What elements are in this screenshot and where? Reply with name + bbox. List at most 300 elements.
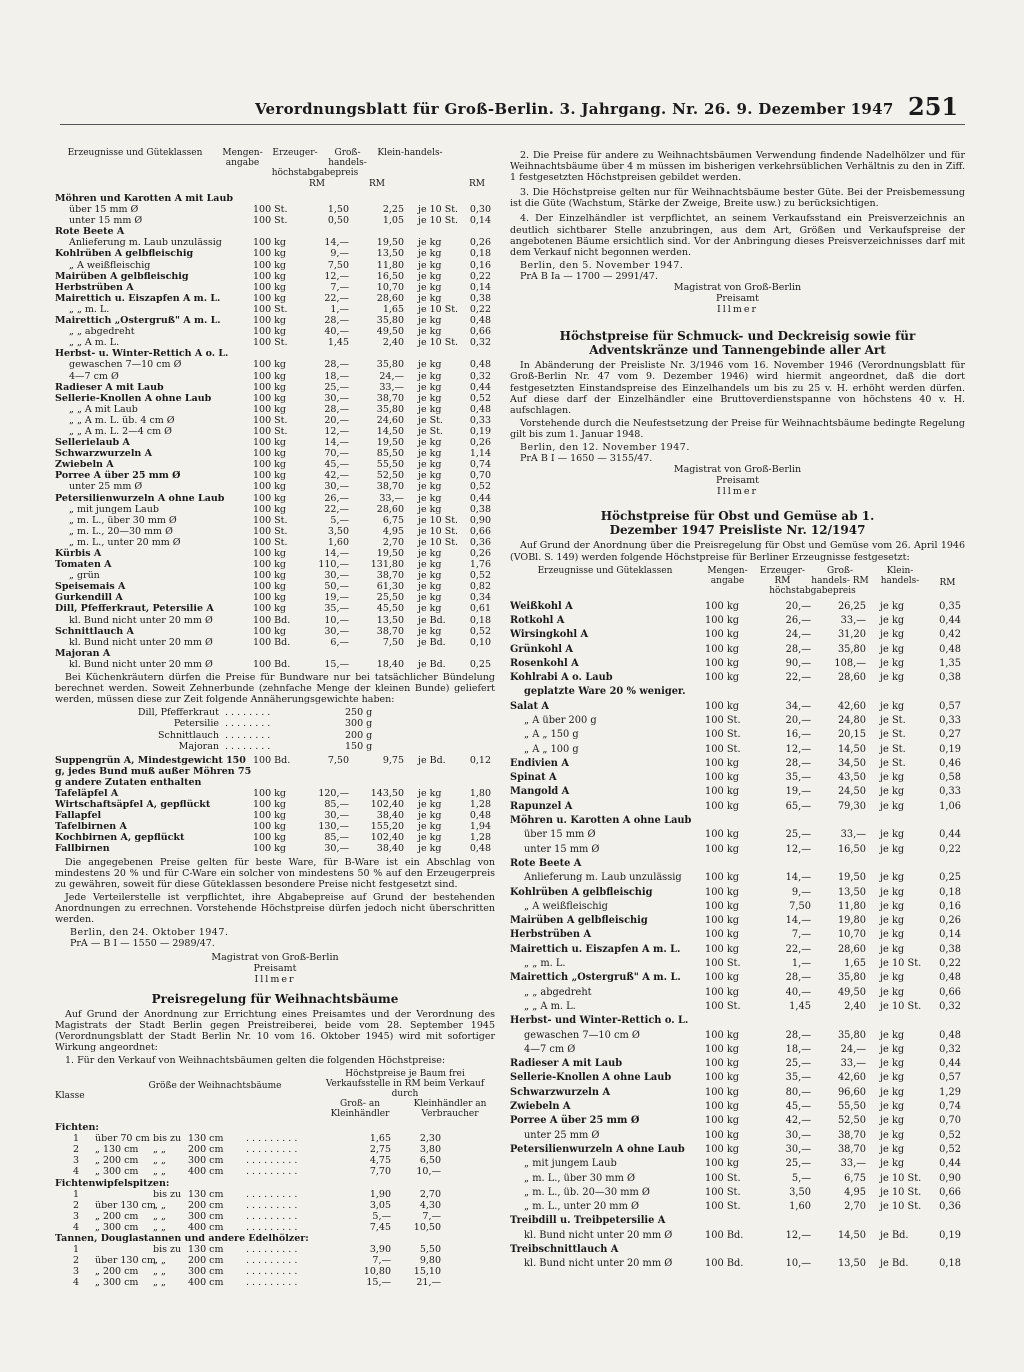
signature-block-3: [510, 442, 965, 464]
table-cell: „ 300 cm: [95, 1221, 139, 1233]
table-cell: 1,45: [789, 1000, 811, 1012]
table-cell: Herbst- und Winter-Rettich o. L.: [510, 1015, 689, 1027]
table-cell: 2,70: [844, 1201, 866, 1213]
table-row: [510, 1243, 965, 1257]
table-cell: 100 kg: [253, 559, 286, 571]
table-cell: „ 200 cm: [95, 1155, 139, 1167]
table-cell: je kg: [418, 281, 442, 293]
table-cell: 300 cm: [188, 1155, 224, 1167]
table-cell: 30,—: [785, 1143, 811, 1155]
table-cell: 16,50: [376, 270, 404, 282]
table-cell: 30,—: [324, 625, 349, 637]
table-cell: 16,—: [785, 729, 811, 741]
table-cell: 0,44: [939, 1058, 961, 1070]
table-cell: „ „ m. L.: [524, 958, 566, 970]
table-cell: 7,70: [369, 1166, 391, 1178]
table-cell: je kg: [880, 657, 905, 669]
table-cell: je kg: [880, 943, 905, 955]
table-cell: unter 15 mm Ø: [524, 843, 600, 855]
table-row: [510, 871, 965, 885]
table-cell: 0,26: [469, 237, 491, 249]
table-cell: 0,32: [469, 337, 491, 349]
table-cell: 100 kg: [253, 821, 286, 833]
table-cell: 100 kg: [705, 800, 740, 812]
table-cell: je kg: [880, 915, 905, 927]
table-cell: 100 St.: [705, 743, 741, 755]
table-row: [510, 843, 965, 857]
table-cell: „ A über 200 g: [524, 715, 597, 726]
table-cell: 25,—: [324, 381, 349, 393]
table-cell: 200 cm: [188, 1255, 224, 1267]
table-row: [510, 1186, 965, 1200]
table-cell: Zwiebeln A: [55, 459, 114, 471]
table-cell: 18,—: [324, 370, 349, 382]
table-cell: je kg: [418, 481, 442, 493]
table-cell: je kg: [418, 437, 442, 449]
table-cell: 33,—: [840, 1058, 866, 1070]
table-cell: [870, 1243, 925, 1257]
authority-office: Preisamt: [716, 293, 759, 305]
table-cell: [463, 648, 495, 659]
th-unit: RM: [939, 577, 956, 588]
table-row: [55, 637, 495, 648]
table-cell: 0,22: [939, 843, 961, 855]
table-cell: 26,—: [324, 492, 349, 504]
table-cell: über 15 mm Ø: [69, 204, 139, 216]
tree-price-row: [55, 1200, 495, 1211]
table-cell: [303, 648, 353, 659]
table-cell: 100 St.: [705, 1201, 741, 1213]
table-row: [55, 415, 495, 426]
table-cell: 6,—: [330, 636, 349, 648]
table-row: [510, 1043, 965, 1057]
th-price-group: [315, 1069, 495, 1119]
table-cell: 100 kg: [253, 492, 286, 504]
table-cell: unter 25 mm Ø: [524, 1129, 600, 1141]
table-cell: 1,—: [791, 958, 811, 970]
authority-name: Magistrat von Groß-Berlin: [673, 282, 802, 294]
table-cell: je 10 St.: [418, 514, 459, 526]
th-producer: Erzeuger-: [272, 148, 318, 158]
table-cell: 110,—: [318, 559, 349, 571]
table-cell: je kg: [418, 503, 442, 515]
table-cell: [925, 685, 965, 699]
table-cell: 100 kg: [705, 1029, 740, 1041]
table-cell: 10,50: [413, 1221, 441, 1233]
table-cell: 0,36: [469, 536, 491, 548]
left-price-table: [55, 193, 495, 670]
table-cell: 200 cm: [188, 1199, 224, 1211]
table-row: [510, 1014, 965, 1028]
table-cell: 0,48: [469, 315, 491, 327]
table-cell: 100 kg: [253, 448, 286, 460]
table-cell: Dill, Pfefferkraut, Petersilie A: [55, 603, 214, 615]
table-cell: 38,70: [837, 1129, 866, 1141]
table-cell: 65,—: [785, 800, 811, 812]
leader-dots: . . . . . . . . .: [246, 1144, 298, 1156]
table-cell: Grünkohl A: [510, 643, 573, 655]
tree-price-row: [55, 1277, 495, 1288]
table-cell: 0,90: [939, 1172, 961, 1184]
table-row: [510, 657, 965, 671]
table-cell: Schnittlauch A: [55, 625, 134, 637]
table-cell: „ „: [153, 1266, 166, 1278]
table-cell: Petersilienwurzeln A ohne Laub: [55, 492, 225, 504]
leader-dots: . . . . . . . . .: [246, 1277, 298, 1289]
table-row: [510, 1100, 965, 1114]
table-cell: Salat A: [510, 700, 550, 712]
th-size: Größe der Weihnachtsbäume: [148, 1081, 282, 1092]
table-row: [510, 828, 965, 842]
table-cell: je kg: [418, 403, 442, 415]
table-cell: 35,—: [324, 603, 349, 615]
table-cell: 0,61: [469, 603, 491, 615]
table-cell: „ „ abgedreht: [524, 986, 592, 998]
table-cell: 0,44: [939, 829, 961, 841]
table-cell: 18,40: [376, 658, 404, 670]
table-cell: 100 kg: [253, 326, 286, 338]
xmas-price-table: [55, 1122, 495, 1288]
table-cell: 0,14: [939, 929, 961, 941]
tree-price-row: [55, 1211, 495, 1222]
table-cell: 1,28: [469, 832, 491, 844]
table-cell: 0,48: [469, 843, 491, 855]
table-cell: 49,50: [376, 326, 404, 338]
table-cell: 7,45: [369, 1221, 391, 1233]
table-cell: „ „: [153, 1155, 166, 1167]
table-row: [510, 971, 965, 985]
table-cell: 5,—: [791, 1172, 811, 1184]
table-row: [510, 671, 965, 685]
table-cell: 100 kg: [705, 1072, 740, 1084]
table-cell: 300 cm: [188, 1210, 224, 1222]
table-cell: kl. Bund nicht unter 20 mm Ø: [69, 658, 213, 670]
table-cell: 4: [73, 1221, 80, 1233]
table-cell: 20,—: [785, 600, 811, 612]
table-cell: je kg: [880, 1115, 905, 1127]
signature-block-2: [510, 260, 965, 282]
table-cell: 35,80: [837, 1029, 866, 1041]
leader-dots: . . . . . . . . .: [246, 1255, 298, 1267]
table-cell: je kg: [418, 492, 442, 504]
table-cell: [815, 857, 870, 871]
table-cell: 100 Bd.: [253, 614, 291, 626]
table-cell: 100 St.: [705, 1186, 741, 1198]
table-cell: 4: [73, 1166, 80, 1178]
table-row: [510, 943, 965, 957]
table-cell: Kohlrüben A gelbfleischig: [55, 248, 194, 260]
table-cell: je Bd.: [418, 614, 446, 626]
table-cell: je kg: [418, 843, 442, 855]
table-cell: je Bd.: [418, 754, 446, 766]
table-cell: 0,57: [939, 700, 961, 712]
table-cell: 0,32: [939, 1000, 961, 1012]
table-cell: bis zu: [153, 1244, 182, 1256]
table-cell: je kg: [418, 259, 442, 271]
table-cell: 100 kg: [705, 657, 740, 669]
th-price-top: Höchstpreise je Baum frei Verkaufsstelle in RM beim Verkauf durch: [325, 1069, 485, 1100]
table-cell: „ „ A m. L.: [524, 1000, 576, 1012]
table-cell: [353, 193, 408, 204]
table-cell: 24,80: [837, 715, 866, 726]
table-cell: 61,30: [376, 581, 404, 593]
table-cell: 100 kg: [705, 1143, 740, 1155]
table-cell: [353, 226, 408, 237]
table-row: [510, 614, 965, 628]
table-cell: 0,25: [469, 658, 491, 670]
table-row: [55, 810, 495, 821]
table-cell: je kg: [880, 800, 905, 812]
table-cell: 45,—: [785, 1101, 811, 1113]
table-cell: 35,80: [837, 972, 866, 984]
table-cell: „ „: [153, 1144, 166, 1156]
right-column: [510, 148, 965, 1272]
table-cell: je 10 St.: [418, 204, 459, 216]
table-cell: je 10 St.: [880, 1000, 922, 1012]
table-row: [510, 1157, 965, 1171]
table-cell: Radieser A mit Laub: [55, 381, 164, 393]
table-cell: 24,—: [840, 1043, 866, 1055]
table-cell: 38,70: [376, 570, 404, 582]
table-row: [510, 957, 965, 971]
table-cell: 20,15: [837, 729, 866, 741]
table-cell: 100 kg: [253, 370, 286, 382]
table-cell: 28,60: [837, 672, 866, 684]
table-cell: Mangold A: [510, 786, 570, 798]
table-cell: 100 St.: [253, 425, 288, 437]
table-cell: [925, 1243, 965, 1257]
table-cell: je Bd.: [418, 636, 446, 648]
table-cell: über 130 cm: [95, 1199, 156, 1211]
table-row: [510, 1200, 965, 1214]
table-cell: 4,95: [844, 1186, 866, 1198]
left-table-header: [55, 148, 495, 168]
table-row: [510, 1257, 965, 1271]
table-cell: 4: [73, 1277, 80, 1289]
table-cell: 100 kg: [705, 1158, 740, 1170]
table-cell: 0,44: [469, 381, 491, 393]
table-cell: 1: [73, 1188, 80, 1200]
table-cell: 0,66: [469, 326, 491, 338]
table-cell: „ 300 cm: [95, 1277, 139, 1289]
table-cell: [408, 348, 463, 359]
table-cell: je 10 St.: [418, 525, 459, 537]
table-cell: 100 kg: [253, 843, 286, 855]
table-cell: 22,—: [324, 503, 349, 515]
table-cell: Rapunzel A: [510, 800, 573, 812]
table-cell: 1,05: [382, 215, 404, 227]
table-cell: „ 300 cm: [95, 1166, 139, 1178]
th-retail-consumer: Kleinhändler an Verbraucher: [413, 1099, 487, 1120]
table-row: [510, 785, 965, 799]
table-cell: je kg: [880, 672, 905, 684]
table-cell: [705, 814, 760, 828]
obst-intro: Auf Grund der Anordnung über die Preisregelung für Obst und Gemüse vom 26. April 1946 (VOBl. S. 149) werden folgende Höchstpreise für Berliner Erzeugnisse festgesetzt:: [510, 540, 965, 563]
table-cell: 100 kg: [253, 259, 286, 271]
authority-signatory: Illmer: [254, 974, 296, 986]
table-cell: 4,30: [419, 1199, 441, 1211]
table-cell: „ „ abgedreht: [69, 326, 135, 338]
table-cell: 33,—: [840, 1158, 866, 1170]
table-cell: 2: [73, 1255, 80, 1267]
table-cell: 38,70: [376, 392, 404, 404]
table-cell: 3: [73, 1155, 80, 1167]
table-cell: 26,25: [837, 600, 866, 612]
table-cell: je kg: [418, 459, 442, 471]
table-cell: je kg: [880, 986, 905, 998]
table-cell: 0,48: [939, 1029, 961, 1041]
reisig-validity: Vorstehende durch die Neufestsetzung der Preise für Weihnachtsbäume bedingte Regelung gilt bis zum 1. Januar 1948.: [510, 417, 965, 440]
table-cell: Mairettich „Ostergruß" A m. L.: [55, 315, 221, 327]
table-cell: „ m. L., unter 20 mm Ø: [524, 1201, 640, 1213]
herb-row: [55, 730, 495, 741]
table-cell: „ 200 cm: [95, 1210, 139, 1222]
table-cell: 100 kg: [253, 625, 286, 637]
place-date: Berlin, den 5. November 1947.: [520, 259, 684, 271]
table-cell: 400 cm: [188, 1277, 224, 1289]
table-cell: 100 kg: [253, 787, 286, 799]
th-quantity: Mengen-angabe: [707, 565, 748, 586]
table-cell: 25,—: [785, 1058, 811, 1070]
table-row: [55, 659, 495, 670]
table-cell: 0,14: [469, 281, 491, 293]
section-title-xmas: Preisregelung für Weihnachtsbäume: [151, 991, 399, 1006]
table-cell: „ „ A m. L.: [69, 337, 120, 349]
table-row: [510, 1229, 965, 1243]
table-cell: 22,—: [785, 943, 811, 955]
table-cell: 100 kg: [253, 592, 286, 604]
table-row: [55, 282, 495, 293]
table-cell: 3,80: [419, 1144, 441, 1156]
table-cell: 100 kg: [253, 481, 286, 493]
table-cell: 35,—: [785, 772, 811, 784]
table-cell: 1,90: [369, 1188, 391, 1200]
table-cell: je kg: [418, 248, 442, 260]
table-cell: [815, 1014, 870, 1028]
table-cell: kl. Bund nicht unter 20 mm Ø: [524, 1258, 673, 1270]
table-cell: 28,60: [376, 503, 404, 515]
table-cell: 0,48: [469, 403, 491, 415]
table-row: [510, 1143, 965, 1157]
table-cell: 0,16: [469, 259, 491, 271]
table-cell: 40,—: [324, 326, 349, 338]
table-row: [510, 1029, 965, 1043]
table-cell: 1,76: [469, 559, 491, 571]
th-wholesale: Groß-handels- RM: [811, 565, 869, 586]
table-cell: 0,25: [939, 872, 961, 884]
table-cell: je 10 St.: [418, 536, 459, 548]
table-cell: 43,50: [837, 772, 866, 784]
table-cell: Petersilienwurzeln A ohne Laub: [510, 1143, 685, 1155]
table-cell: 28,—: [324, 359, 349, 371]
table-cell: [925, 857, 965, 871]
table-cell: 1,94: [469, 821, 491, 833]
table-cell: 1,06: [939, 800, 961, 812]
table-cell: 4,95: [382, 525, 404, 537]
herb-weight: 200 g: [345, 729, 373, 741]
table-cell: 50,—: [324, 581, 349, 593]
table-cell: 0,35: [939, 600, 961, 612]
table-cell: 1,60: [789, 1201, 811, 1213]
table-cell: je kg: [880, 600, 905, 612]
table-cell: 130 cm: [188, 1244, 224, 1256]
table-cell: 100 St.: [705, 729, 741, 741]
table-row: [55, 426, 495, 437]
table-row: [510, 1129, 965, 1143]
table-cell: 10,70: [376, 281, 404, 293]
table-cell: 14,—: [324, 437, 349, 449]
tree-price-row: [55, 1222, 495, 1233]
table-cell: „ A weißfleischig: [524, 900, 608, 912]
table-cell: je St.: [418, 425, 443, 437]
leader-dots: . . . . . . . . .: [246, 1244, 298, 1256]
th-quantity: Mengen-angabe: [222, 148, 263, 168]
table-cell: 18,—: [785, 1043, 811, 1055]
authority-name: Magistrat von Groß-Berlin: [673, 464, 802, 476]
table-row: [510, 886, 965, 900]
table-cell: „ „: [153, 1255, 166, 1267]
table-cell: 100 Bd.: [253, 658, 291, 670]
table-row: [510, 714, 965, 728]
table-cell: 34,50: [837, 757, 866, 769]
table-cell: 0,38: [939, 672, 961, 684]
table-cell: je 10 St.: [880, 958, 922, 970]
table-row: [55, 821, 495, 832]
table-cell: Sellerielaub A: [55, 437, 130, 449]
leader-dots: . . . . . . . .: [225, 729, 271, 741]
table-cell: [408, 193, 463, 204]
table-cell: 102,40: [370, 799, 404, 811]
table-cell: 21,—: [416, 1277, 441, 1289]
table-cell: 120,—: [318, 787, 349, 799]
th-product: Erzeugnisse und Güteklassen: [537, 565, 673, 576]
table-cell: 35,80: [376, 403, 404, 415]
table-cell: je kg: [880, 829, 905, 841]
table-cell: je kg: [418, 832, 442, 844]
table-cell: [253, 193, 303, 204]
table-cell: 1: [73, 1133, 80, 1145]
table-cell: je kg: [418, 448, 442, 460]
distributor-paragraph: Jede Verteilerstelle ist verpflichtet, ihre Abgabepreise auf Grund der bestehenden Anordnungen zu errechnen. Vorstehende Höchstpreise dürfen jedoch nicht überschritten werden.: [55, 891, 495, 925]
table-cell: 100 St.: [705, 715, 741, 726]
table-cell: 1,80: [469, 787, 491, 799]
table-cell: „ „: [153, 1199, 166, 1211]
table-cell: je kg: [418, 381, 442, 393]
table-cell: Sellerie-Knollen A ohne Laub: [55, 392, 212, 404]
table-cell: je 10 St.: [880, 1186, 922, 1198]
table-cell: 0,33: [939, 786, 961, 798]
table-cell: [253, 648, 303, 659]
table-row: [55, 493, 495, 504]
table-row: [55, 603, 495, 614]
table-cell: „ m. L., über 30 mm Ø: [69, 514, 177, 526]
table-cell: [705, 1243, 760, 1257]
table-cell: 100 kg: [705, 1129, 740, 1141]
table-cell: je kg: [418, 821, 442, 833]
table-cell: 0,52: [469, 570, 491, 582]
table-cell: 0,18: [469, 248, 491, 260]
table-cell: „ „ m. L.: [69, 303, 110, 315]
table-cell: [705, 685, 760, 699]
table-cell: je kg: [880, 1043, 905, 1055]
table-row: [510, 857, 965, 871]
table-cell: 0,57: [939, 1072, 961, 1084]
table-cell: 100 kg: [253, 581, 286, 593]
table-cell: je kg: [880, 1101, 905, 1113]
table-row: [55, 832, 495, 843]
table-cell: 100 St.: [253, 536, 288, 548]
table-cell: Speisemais A: [55, 581, 126, 593]
